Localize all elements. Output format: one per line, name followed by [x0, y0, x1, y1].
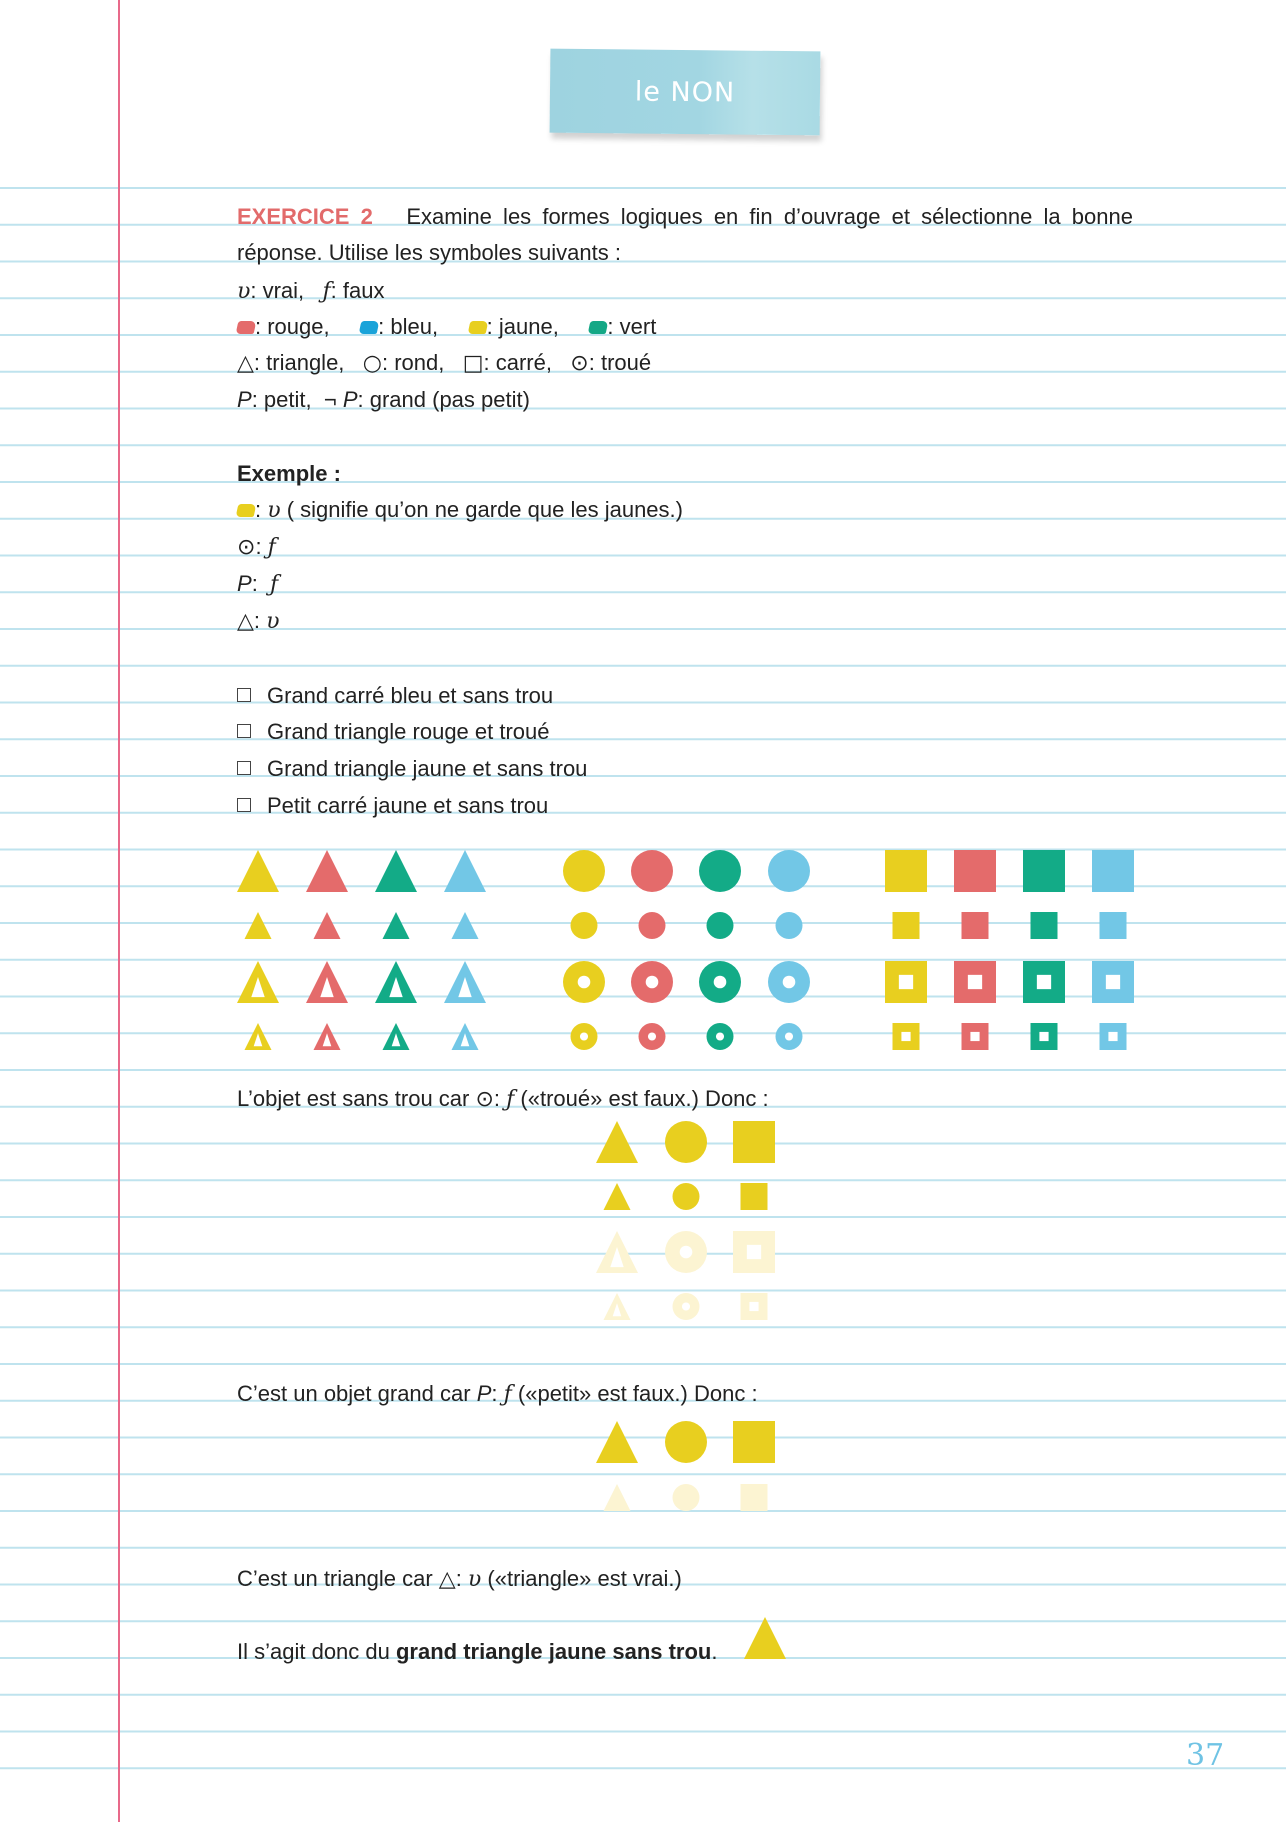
- triangle-icon: △: [237, 351, 254, 376]
- triangle-shape: [375, 850, 417, 892]
- color-legend-line: : rouge, : bleu, : jaune, : vert: [237, 314, 656, 340]
- circle-shape: [571, 912, 598, 939]
- truth-symbols-line: 𝜐: vrai, ƒ: faux: [237, 278, 385, 304]
- triangle-shape: [245, 912, 272, 939]
- circle-shape: [768, 850, 810, 892]
- square-shape: [741, 1484, 768, 1511]
- triangle-icon: △: [237, 609, 254, 634]
- square-shape: [1031, 912, 1058, 939]
- example-row: : 𝜐 ( signifie qu’on ne garde que les jaunes.): [237, 497, 683, 524]
- size-legend-line: P: petit, ¬ P: grand (pas petit): [237, 387, 530, 412]
- circle-shape: [665, 1121, 707, 1163]
- circle-shape: [673, 1484, 700, 1511]
- square-shape: [733, 1121, 775, 1163]
- choice-4[interactable]: Petit carré jaune et sans trou: [237, 793, 548, 819]
- square-icon: □: [462, 351, 484, 376]
- choice-2[interactable]: Grand triangle rouge et troué: [237, 719, 550, 745]
- holed-icon: ⊙: [475, 1087, 494, 1112]
- shape-legend-line: △: triangle, ○: rond, □: carré, ⊙: troué: [237, 350, 652, 376]
- triangle-icon: △: [438, 1567, 456, 1592]
- example-row: P: ƒ: [237, 571, 279, 597]
- triangle-shape: [744, 1617, 786, 1659]
- square-shape: [962, 912, 989, 939]
- conclusion-text: Il s’agit donc du grand triangle jaune sans trou.: [237, 1639, 718, 1664]
- triangle-shape: [452, 912, 479, 939]
- circle-shape: [707, 912, 734, 939]
- square-shape: [733, 1421, 775, 1463]
- circle-shape: [776, 912, 803, 939]
- holed-icon: ⊙: [570, 351, 589, 376]
- circle-icon: ○: [362, 351, 382, 376]
- page-number: 37: [1186, 1738, 1225, 1773]
- exercise-instruction-2: réponse. Utilise les symboles suivants :: [237, 240, 621, 265]
- triangle-shape: [596, 1121, 638, 1163]
- triangle-shape: [306, 850, 348, 892]
- holed-icon: ⊙: [237, 535, 256, 560]
- example-row: ⊙: ƒ: [237, 534, 276, 560]
- triangle-shape: [444, 850, 486, 892]
- square-shape: [741, 1183, 768, 1210]
- triangle-shape: [596, 1421, 638, 1463]
- choice-1[interactable]: Grand carré bleu et sans trou: [237, 683, 553, 709]
- exercise-label: EXERCICE 2: [237, 204, 373, 229]
- choice-3[interactable]: Grand triangle jaune et sans trou: [237, 756, 587, 782]
- triangle-shape: [237, 850, 279, 892]
- square-shape: [885, 850, 927, 892]
- circle-shape: [673, 1183, 700, 1210]
- step-3-text: C’est un triangle car △: 𝜐 («triangle» est vrai.): [237, 1566, 682, 1592]
- square-shape: [954, 850, 996, 892]
- triangle-shape: [314, 912, 341, 939]
- chapter-title: le NON: [634, 75, 736, 109]
- circle-shape: [639, 912, 666, 939]
- example-title: Exemple :: [237, 461, 341, 486]
- step-2-text: C’est un objet grand car P: ƒ («petit» est faux.) Donc :: [237, 1381, 758, 1407]
- square-shape: [1100, 912, 1127, 939]
- square-shape: [893, 912, 920, 939]
- example-row: △: 𝜐: [237, 608, 280, 634]
- triangle-shape: [604, 1484, 631, 1511]
- exercise-instruction: EXERCICE 2 Examine les formes logiques en fin d’ouvrage et sélectionne la bonne: [237, 204, 1133, 229]
- circle-shape: [699, 850, 741, 892]
- circle-shape: [563, 850, 605, 892]
- triangle-shape: [383, 912, 410, 939]
- circle-shape: [665, 1421, 707, 1463]
- square-shape: [1092, 850, 1134, 892]
- triangle-shape: [604, 1183, 631, 1210]
- circle-shape: [631, 850, 673, 892]
- square-shape: [1023, 850, 1065, 892]
- step-1-text: L’objet est sans trou car ⊙: ƒ («troué» est faux.) Donc :: [237, 1086, 769, 1112]
